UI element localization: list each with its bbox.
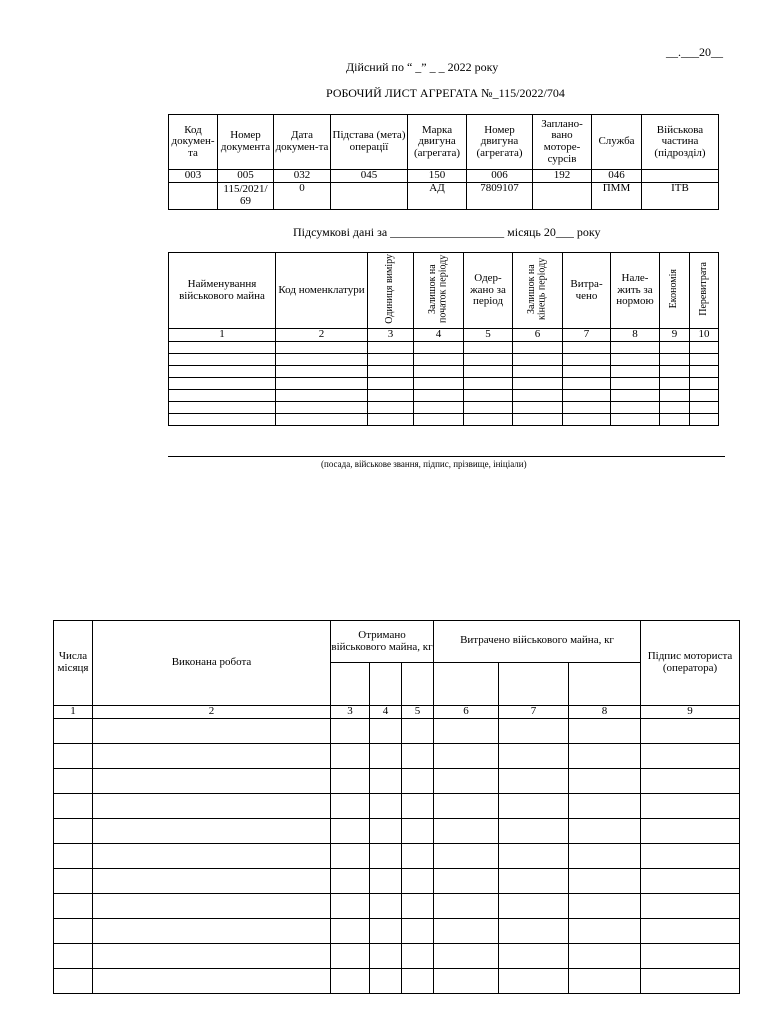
table1-header: Номер документа	[218, 115, 274, 170]
table2-row-cell	[169, 414, 276, 426]
table3-row-cell	[499, 969, 569, 994]
table3-header: Отримано військового майна, кг	[331, 621, 434, 663]
table2-row-cell	[513, 342, 563, 354]
table2-row-cell	[660, 366, 690, 378]
table2-row-cell	[660, 402, 690, 414]
table1-value-row	[169, 182, 719, 209]
table2-col-number: 4	[414, 329, 464, 342]
table3-row-cell	[370, 894, 402, 919]
table3-row-cell	[93, 769, 331, 794]
table3-row	[54, 869, 740, 894]
table3-row-cell	[54, 719, 93, 744]
table2-row-cell	[169, 354, 276, 366]
table3-row-cell	[499, 819, 569, 844]
table3-row-cell	[54, 969, 93, 994]
table3-header: Витрачено військового майна, кг	[434, 621, 641, 663]
table3-row-cell	[93, 794, 331, 819]
table2-row-cell	[660, 390, 690, 402]
table2-row	[169, 414, 719, 426]
document-title: РОБОЧИЙ ЛИСТ АГРЕГАТА №_115/2022/704	[326, 86, 565, 100]
table2-row-cell	[368, 354, 414, 366]
table2-row-cell	[368, 378, 414, 390]
table2-row-cell	[276, 354, 368, 366]
table3-row-cell	[93, 894, 331, 919]
table1-header-row	[169, 115, 719, 170]
table3-row-cell	[402, 769, 434, 794]
table3-subheader-cell	[402, 663, 434, 706]
table1-header: Номер двигуна (агрегата)	[467, 115, 533, 170]
table2-row-cell	[414, 402, 464, 414]
table3-row-cell	[434, 969, 499, 994]
table3-row-cell	[93, 869, 331, 894]
table3-subheader-cell	[370, 663, 402, 706]
table2-header: Нале-жить за нормою	[611, 253, 660, 329]
table3-row-cell	[93, 719, 331, 744]
table2-row-cell	[276, 402, 368, 414]
table3-row	[54, 819, 740, 844]
table3-row-cell	[434, 819, 499, 844]
table3-row-cell	[93, 969, 331, 994]
table3-subheader-cell	[434, 663, 499, 706]
table3-row-cell	[434, 919, 499, 944]
table3-row-cell	[93, 919, 331, 944]
table2-col-number: 5	[464, 329, 513, 342]
table2-header	[368, 253, 414, 329]
table3-row	[54, 944, 740, 969]
table2-row-cell	[690, 414, 719, 426]
table2-row-cell	[276, 366, 368, 378]
table1-value: 115/2021/ 69	[218, 182, 274, 209]
table3-row-cell	[402, 794, 434, 819]
daily-work-table	[53, 620, 740, 994]
table3-row-cell	[54, 769, 93, 794]
table2-row-cell	[276, 378, 368, 390]
table1-header: Код докумен-та	[169, 115, 218, 170]
table3-row-cell	[331, 969, 370, 994]
table2-row-cell	[368, 402, 414, 414]
table3-row-cell	[434, 719, 499, 744]
table3-row-cell	[54, 919, 93, 944]
table3-row-cell	[331, 844, 370, 869]
table2-row-cell	[563, 366, 611, 378]
table3-row-cell	[641, 894, 740, 919]
table1-code: 006	[467, 170, 533, 183]
table2-header	[513, 253, 563, 329]
table2-header: Код номенклатури	[276, 253, 368, 329]
table3-row-cell	[434, 894, 499, 919]
table3-row-cell	[370, 719, 402, 744]
table2-row-cell	[169, 366, 276, 378]
table3-row-cell	[499, 919, 569, 944]
table3-row-cell	[499, 944, 569, 969]
table2-header-vertical: Одиниця виміру	[384, 253, 396, 324]
table1-header: Підстава (мета) операції	[331, 115, 408, 170]
table3-row-cell	[331, 744, 370, 769]
table3-row-cell	[569, 844, 641, 869]
table2-row-cell	[690, 366, 719, 378]
table3-row	[54, 744, 740, 769]
table3-row-cell	[569, 794, 641, 819]
table3-row-cell	[331, 919, 370, 944]
table2-col-number: 6	[513, 329, 563, 342]
table1-header: Військова частина (підрозділ)	[642, 115, 719, 170]
table2-row-cell	[563, 414, 611, 426]
table3-row-cell	[331, 869, 370, 894]
table3-row-cell	[370, 944, 402, 969]
table3-row-cell	[93, 819, 331, 844]
table1-code: 003	[169, 170, 218, 183]
table1-code	[642, 170, 719, 183]
table2-row-cell	[690, 354, 719, 366]
table3-row-cell	[641, 769, 740, 794]
table1-code: 150	[408, 170, 467, 183]
table3-col-number: 8	[569, 706, 641, 719]
table3-row-cell	[569, 744, 641, 769]
table2-header	[414, 253, 464, 329]
table2-row	[169, 354, 719, 366]
table1-value	[169, 182, 218, 209]
table2-row-cell	[368, 390, 414, 402]
table3-row-cell	[499, 769, 569, 794]
table3-row-cell	[331, 944, 370, 969]
table2-row-cell	[368, 366, 414, 378]
table3-row	[54, 919, 740, 944]
table3-row-cell	[370, 869, 402, 894]
table2-row-cell	[169, 402, 276, 414]
table3-row-cell	[434, 844, 499, 869]
signature-line	[168, 456, 725, 457]
top-date: __.___20__	[666, 45, 723, 59]
table2-row	[169, 342, 719, 354]
table3-header: Числа місяця	[54, 621, 93, 706]
table2-row-cell	[690, 378, 719, 390]
table2-header	[660, 253, 690, 329]
table3-col-number: 4	[370, 706, 402, 719]
table2-row-cell	[611, 378, 660, 390]
table1-header: Дата докумен-та	[274, 115, 331, 170]
table1-header: Служба	[592, 115, 642, 170]
table1-value: ІТВ	[642, 182, 719, 209]
table3-row	[54, 844, 740, 869]
table2-row-cell	[611, 402, 660, 414]
table3-header: Виконана робота	[93, 621, 331, 706]
table3-row-cell	[499, 794, 569, 819]
table2-row-cell	[690, 402, 719, 414]
table3-row-cell	[370, 819, 402, 844]
table3-row-cell	[569, 819, 641, 844]
table2-row-cell	[611, 342, 660, 354]
table2-row	[169, 390, 719, 402]
table3-row-cell	[402, 719, 434, 744]
table3-row-cell	[402, 744, 434, 769]
table1-value: 0	[274, 182, 331, 209]
table2-row-cell	[276, 390, 368, 402]
table2-row-cell	[414, 390, 464, 402]
table3-header: Підпис моториста (оператора)	[641, 621, 740, 706]
table2-row-cell	[464, 414, 513, 426]
table1-code: 032	[274, 170, 331, 183]
table3-number-row	[54, 706, 740, 719]
valid-until-line: Дійсний по “ _” _ _ 2022 року	[346, 60, 499, 74]
table3-row-cell	[569, 894, 641, 919]
table3-subheader-cell	[569, 663, 641, 706]
table1-value: АД	[408, 182, 467, 209]
table3-row-cell	[434, 769, 499, 794]
table1-code: 005	[218, 170, 274, 183]
table3-row-cell	[54, 794, 93, 819]
table2-col-number: 10	[690, 329, 719, 342]
table3-row	[54, 719, 740, 744]
table3-subheader-cell	[499, 663, 569, 706]
table3-row-cell	[93, 944, 331, 969]
table3-row	[54, 769, 740, 794]
table3-row-cell	[54, 744, 93, 769]
table3-row-cell	[370, 844, 402, 869]
table2-row-cell	[513, 402, 563, 414]
table2-row-cell	[611, 414, 660, 426]
table3-row-cell	[434, 744, 499, 769]
table2-row-cell	[660, 342, 690, 354]
table2-row-cell	[464, 390, 513, 402]
table3-col-number: 6	[434, 706, 499, 719]
table3-row-cell	[641, 744, 740, 769]
table3-row-cell	[331, 719, 370, 744]
table3-row-cell	[499, 719, 569, 744]
table2-row-cell	[611, 354, 660, 366]
table3-row-cell	[499, 744, 569, 769]
table3-row-cell	[402, 919, 434, 944]
table3-row-cell	[434, 869, 499, 894]
table3-col-number: 9	[641, 706, 740, 719]
table2-row-cell	[368, 414, 414, 426]
table2-row-cell	[464, 354, 513, 366]
table1-header: Марка двигуна (агрегата)	[408, 115, 467, 170]
table3-row-cell	[641, 719, 740, 744]
table1-value	[533, 182, 592, 209]
table3-row-cell	[641, 869, 740, 894]
table2-number-row	[169, 329, 719, 342]
table3-row-cell	[569, 919, 641, 944]
table1-code: 045	[331, 170, 408, 183]
table1-header: Заплано-вано моторе-сурсів	[533, 115, 592, 170]
table3-row-cell	[569, 869, 641, 894]
table2-row-cell	[611, 390, 660, 402]
table1-value: 7809107	[467, 182, 533, 209]
table2-row-cell	[611, 366, 660, 378]
table2-header-vertical: Залишок на кінець періоду	[526, 257, 548, 320]
table2-col-number: 8	[611, 329, 660, 342]
table1-value	[331, 182, 408, 209]
table3-row-cell	[569, 719, 641, 744]
table2-header: Найменування військового майна	[169, 253, 276, 329]
table3-col-number: 5	[402, 706, 434, 719]
table2-row-cell	[513, 414, 563, 426]
table3-row-cell	[54, 944, 93, 969]
table3-row-cell	[370, 919, 402, 944]
table2-col-number: 2	[276, 329, 368, 342]
table2-row-cell	[414, 366, 464, 378]
table2-col-number: 7	[563, 329, 611, 342]
table2-row-cell	[464, 378, 513, 390]
table3-row-cell	[370, 744, 402, 769]
table3-subheader-cell	[331, 663, 370, 706]
table3-row-cell	[569, 969, 641, 994]
table3-row-cell	[370, 769, 402, 794]
table3-row-cell	[331, 894, 370, 919]
table3-row-cell	[402, 969, 434, 994]
table3-row-cell	[499, 869, 569, 894]
table2-row-cell	[414, 414, 464, 426]
table3-row-cell	[641, 919, 740, 944]
signature-caption: (посада, військове звання, підпис, прізвище, ініціали)	[321, 459, 527, 469]
table3-row-cell	[402, 869, 434, 894]
table2-header-vertical: Економія	[668, 269, 680, 309]
table2-row-cell	[464, 402, 513, 414]
table2-row-cell	[563, 342, 611, 354]
table2-header-vertical: Перевитрата	[697, 261, 709, 316]
table2-row-cell	[276, 414, 368, 426]
table2-row-cell	[690, 342, 719, 354]
table2-header-row	[169, 253, 719, 329]
table2-row-cell	[563, 402, 611, 414]
table3-row-cell	[331, 794, 370, 819]
table2-col-number: 9	[660, 329, 690, 342]
table3-row-cell	[499, 894, 569, 919]
table3-col-number: 3	[331, 706, 370, 719]
table2-row	[169, 402, 719, 414]
table3-col-number: 2	[93, 706, 331, 719]
summary-table	[168, 252, 719, 426]
table2-header: Витра-чено	[563, 253, 611, 329]
table3-row-cell	[499, 844, 569, 869]
table3-row-cell	[370, 794, 402, 819]
table3-row-cell	[93, 744, 331, 769]
table2-row-cell	[169, 378, 276, 390]
table2-header	[690, 253, 719, 329]
table2-row-cell	[563, 354, 611, 366]
table1-code-row	[169, 170, 719, 183]
table3-row	[54, 894, 740, 919]
table2-row	[169, 378, 719, 390]
table3-row-cell	[331, 769, 370, 794]
table1-value: ПММ	[592, 182, 642, 209]
table2-row-cell	[690, 390, 719, 402]
table3-row-cell	[434, 944, 499, 969]
table3-row-cell	[54, 869, 93, 894]
aggregate-info-table	[168, 114, 719, 210]
table3-row-cell	[402, 944, 434, 969]
table2-row-cell	[563, 378, 611, 390]
table3-row	[54, 794, 740, 819]
table2-row-cell	[414, 378, 464, 390]
table2-row-cell	[513, 354, 563, 366]
table2-row	[169, 366, 719, 378]
table2-row-cell	[464, 342, 513, 354]
table3-col-number: 1	[54, 706, 93, 719]
table1-code: 046	[592, 170, 642, 183]
table3-row-cell	[54, 844, 93, 869]
table2-row-cell	[169, 342, 276, 354]
table2-row-cell	[464, 366, 513, 378]
table3-row-cell	[569, 769, 641, 794]
table3-row-cell	[402, 819, 434, 844]
table3-row-cell	[641, 944, 740, 969]
table3-header-row	[54, 621, 740, 663]
table3-row-cell	[331, 819, 370, 844]
table2-row-cell	[414, 342, 464, 354]
table3-row-cell	[569, 944, 641, 969]
table2-row-cell	[414, 354, 464, 366]
table3-row-cell	[402, 844, 434, 869]
table3-row-cell	[54, 894, 93, 919]
table2-row-cell	[513, 390, 563, 402]
table3-row-cell	[93, 844, 331, 869]
table3-row-cell	[402, 894, 434, 919]
table1-code: 192	[533, 170, 592, 183]
summary-line: Підсумкові дані за ___________________ місяць 20___ року	[293, 225, 601, 239]
table2-row-cell	[276, 342, 368, 354]
table2-header: Одер-жано за період	[464, 253, 513, 329]
table3-row	[54, 969, 740, 994]
table2-row-cell	[513, 378, 563, 390]
table2-row-cell	[368, 342, 414, 354]
table3-row-cell	[54, 819, 93, 844]
table2-row-cell	[660, 354, 690, 366]
table3-row-cell	[641, 844, 740, 869]
table3-row-cell	[641, 969, 740, 994]
table2-col-number: 3	[368, 329, 414, 342]
table2-row-cell	[660, 378, 690, 390]
table2-row-cell	[513, 366, 563, 378]
table2-header-vertical: Залишок на початок періоду	[427, 254, 449, 323]
table2-row-cell	[563, 390, 611, 402]
table3-row-cell	[641, 819, 740, 844]
table3-row-cell	[370, 969, 402, 994]
table2-col-number: 1	[169, 329, 276, 342]
table2-row-cell	[660, 414, 690, 426]
table2-row-cell	[169, 390, 276, 402]
table3-row-cell	[641, 794, 740, 819]
table3-row-cell	[434, 794, 499, 819]
table3-col-number: 7	[499, 706, 569, 719]
